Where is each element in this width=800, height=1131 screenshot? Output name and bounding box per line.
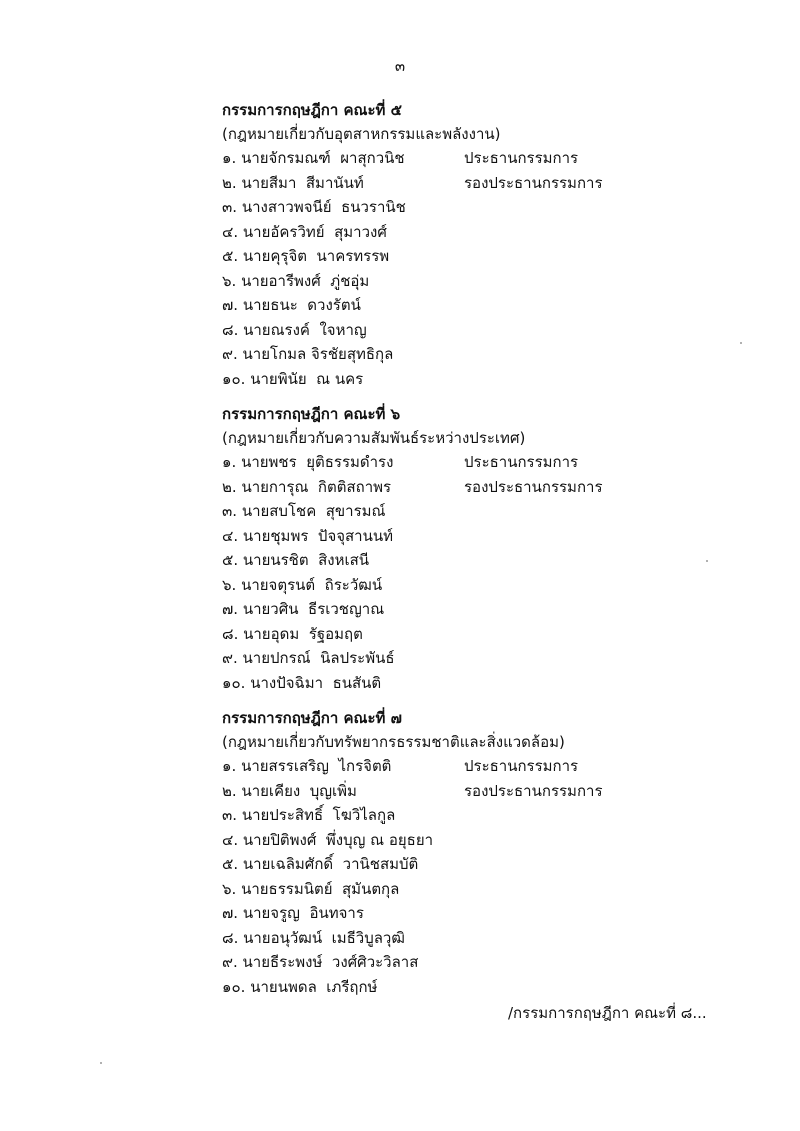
member-number: ๒.	[222, 173, 237, 192]
member-list	[222, 146, 722, 391]
member-name: นายอัครวิทย์ สุมาวงศ์	[242, 222, 387, 241]
member-number: ๔.	[222, 830, 239, 849]
member-number: ๘.	[222, 320, 239, 339]
member-row	[222, 499, 722, 524]
member-name: นายธนะ ดวงรัตน์	[242, 296, 361, 314]
member-name: นายจรูญ อินทจาร	[242, 904, 364, 922]
member-name: นายคุรุจิต นาครทรรพ	[242, 247, 390, 265]
member-row	[222, 475, 722, 500]
member-name: นางสาวพจนีย์ ธนวรานิช	[241, 198, 406, 216]
member-row	[222, 975, 722, 1000]
committee-7	[222, 706, 722, 999]
member-name: นายสรรเสริญ ไกรจิตติ	[241, 757, 392, 775]
committee-subtitle: (กฎหมายเกี่ยวกับอุตสาหกรรมและพลังงาน)	[222, 125, 501, 143]
member-row	[222, 220, 722, 245]
member-role: ประธานกรรมการ	[464, 757, 579, 775]
scan-speck	[100, 1062, 102, 1064]
member-row	[222, 342, 722, 367]
member-number: ๗.	[222, 296, 239, 314]
member-number: ๘.	[222, 624, 239, 643]
member-row	[222, 195, 722, 220]
committee-subtitle: (กฎหมายเกี่ยวกับความสัมพันธ์ระหว่างประเทศ)	[222, 429, 526, 447]
committee-6	[222, 402, 722, 695]
member-number: ๖.	[222, 879, 237, 898]
member-name: นายนรชิต สิงหเสนี	[242, 551, 370, 569]
member-row	[222, 779, 722, 804]
committee-title: กรรมการกฤษฎีกา คณะที่ ๗	[222, 709, 402, 727]
member-number: ๔.	[222, 222, 239, 241]
member-number: ๗.	[222, 600, 239, 618]
member-name: นายจักรมณฑ์ ผาสุกวนิช	[241, 149, 405, 167]
member-number: ๙.	[222, 649, 238, 667]
member-row	[222, 926, 722, 951]
member-name: นายปกรณ์ นิลประพันธ์	[242, 649, 395, 667]
member-number: ๕.	[222, 247, 239, 265]
member-name: นายธีระพงษ์ วงศ์ศิวะวิลาส	[242, 953, 419, 971]
member-row	[222, 524, 722, 549]
member-role: รองประธานกรรมการ	[464, 781, 603, 800]
committee-title: กรรมการกฤษฎีกา คณะที่ ๖	[222, 405, 401, 423]
member-row	[222, 597, 722, 622]
member-role: ประธานกรรมการ	[464, 149, 579, 167]
member-row	[222, 318, 722, 343]
member-name: นายนพดล เภรีฤกษ์	[250, 977, 378, 996]
member-name: นายโกมล จิรชัยสุทธิกุล	[242, 345, 394, 363]
member-name: นายเคียง บุญเพิ่ม	[241, 781, 357, 800]
member-row	[222, 877, 722, 902]
member-number: ๗.	[222, 904, 239, 922]
member-row	[222, 367, 722, 392]
member-row	[222, 622, 722, 647]
member-name: นายพชร ยุติธรรมดำรง	[241, 453, 394, 471]
member-number: ๙.	[222, 345, 238, 363]
member-role: รองประธานกรรมการ	[464, 173, 603, 192]
member-row	[222, 950, 722, 975]
member-number: ๑๐.	[222, 977, 246, 996]
member-number: ๕.	[222, 855, 239, 873]
member-role: รองประธานกรรมการ	[464, 477, 603, 496]
member-row	[222, 852, 722, 877]
member-row	[222, 269, 722, 294]
member-list	[222, 450, 722, 695]
member-name: นายสีมา สีมานันท์	[241, 173, 364, 192]
member-name: นางปัจฉิมา ธนสันติ	[250, 673, 382, 692]
member-row	[222, 828, 722, 853]
member-name: นายธรรมนิตย์ สุมันตกุล	[241, 879, 400, 898]
member-number: ๖.	[222, 271, 237, 290]
member-name: นายเฉลิมศักดิ์ วานิชสมบัติ	[242, 855, 419, 873]
member-name: นายการุณ กิตติสถาพร	[241, 477, 392, 496]
member-name: นายพินัย ณ นคร	[250, 369, 364, 388]
member-name: นายอนุวัฒน์ เมธีวิบูลวุฒิ	[243, 928, 405, 947]
member-name: นายอารีพงศ์ ภู่ชอุ่ม	[241, 271, 370, 290]
member-name: นายสบโชค สุขารมณ์	[241, 502, 386, 520]
member-row	[222, 573, 722, 598]
scan-speck	[740, 342, 742, 344]
member-number: ๘.	[222, 928, 239, 947]
member-row	[222, 146, 722, 171]
member-row	[222, 244, 722, 269]
member-number: ๙.	[222, 953, 238, 971]
member-row	[222, 646, 722, 671]
member-number: ๑.	[222, 149, 237, 167]
member-number: ๓.	[222, 806, 238, 824]
member-number: ๑๐.	[222, 673, 246, 692]
member-number: ๔.	[222, 526, 239, 545]
member-row	[222, 450, 722, 475]
scan-speck	[706, 560, 708, 562]
member-number: ๑.	[222, 757, 237, 775]
member-number: ๓.	[222, 502, 238, 520]
member-name: นายณรงค์ ใจหาญ	[243, 320, 367, 339]
member-number: ๕.	[222, 551, 239, 569]
member-row	[222, 671, 722, 696]
member-name: นายจตุรนต์ ถิระวัฒน์	[241, 575, 383, 594]
member-row	[222, 901, 722, 926]
member-row	[222, 171, 722, 196]
member-number: ๒.	[222, 477, 237, 496]
member-role: ประธานกรรมการ	[464, 453, 579, 471]
member-number: ๒.	[222, 781, 237, 800]
committee-title: กรรมการกฤษฎีกา คณะที่ ๕	[222, 101, 402, 119]
member-row	[222, 293, 722, 318]
committee-subtitle: (กฎหมายเกี่ยวกับทรัพยากรธรรมชาติและสิ่งแวดล้อม)	[222, 733, 565, 751]
member-row	[222, 803, 722, 828]
member-row	[222, 548, 722, 573]
member-list	[222, 754, 722, 999]
member-name: นายชุมพร ปัจจุสานนท์	[242, 526, 393, 545]
member-name: นายประสิทธิ์ โฆวิไลกูล	[241, 806, 396, 824]
member-number: ๑๐.	[222, 369, 246, 388]
page-number: ๓	[394, 57, 406, 75]
member-name: นายอุดม รัฐอมฤต	[243, 624, 363, 643]
member-name: นายปิติพงศ์ พึ่งบุญ ณ อยุธยา	[242, 830, 434, 849]
member-number: ๓.	[222, 198, 238, 216]
member-name: นายวศิน ธีรเวชญาณ	[242, 600, 385, 618]
continuation-note: /กรรมการกฤษฎีกา คณะที่ ๘...	[508, 1004, 707, 1022]
member-number: ๖.	[222, 575, 237, 594]
member-row	[222, 754, 722, 779]
member-number: ๑.	[222, 453, 237, 471]
committee-5	[222, 98, 722, 391]
